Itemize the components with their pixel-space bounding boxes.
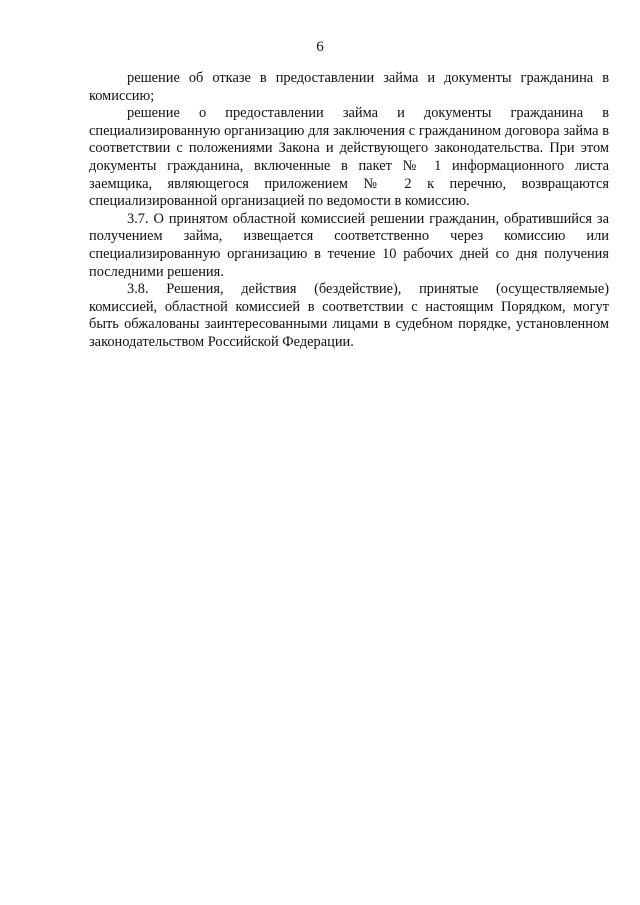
paragraph-section-3-7: 3.7. О принятом областной комиссией решении гражданин, обратившийся за получением займа, извещается соответственно через комиссию или специализированную организацию в течение 10 рабочих дней со дня получения последними решения. <box>89 210 609 280</box>
paragraph-refusal-decision: решение об отказе в предоставлении займа и документы гражданина в комиссию; <box>89 70 609 104</box>
paragraph-loan-decision: решение о предоставлении займа и документы гражданина в специализированную организацию для заключения с гражданином договора займа в соответствии с положениями Закона и действующего законодательства. При этом документы гражданина, включенные в пакет № 1 информационного листа заемщика, являющегося приложением № 2 к перечню, возвращаются специализированной организацией по ведомости в комиссию. <box>89 105 609 210</box>
document-body <box>89 70 609 352</box>
paragraph-section-3-8: 3.8. Решения, действия (бездействие), принятые (осуществляемые) комиссией, областной комиссией в соответствии с настоящим Порядком, могут быть обжалованы заинтересованными лицами в судебном порядке, установленном законодательством Российской Федерации. <box>89 281 609 350</box>
page-number: 6 <box>316 39 324 55</box>
